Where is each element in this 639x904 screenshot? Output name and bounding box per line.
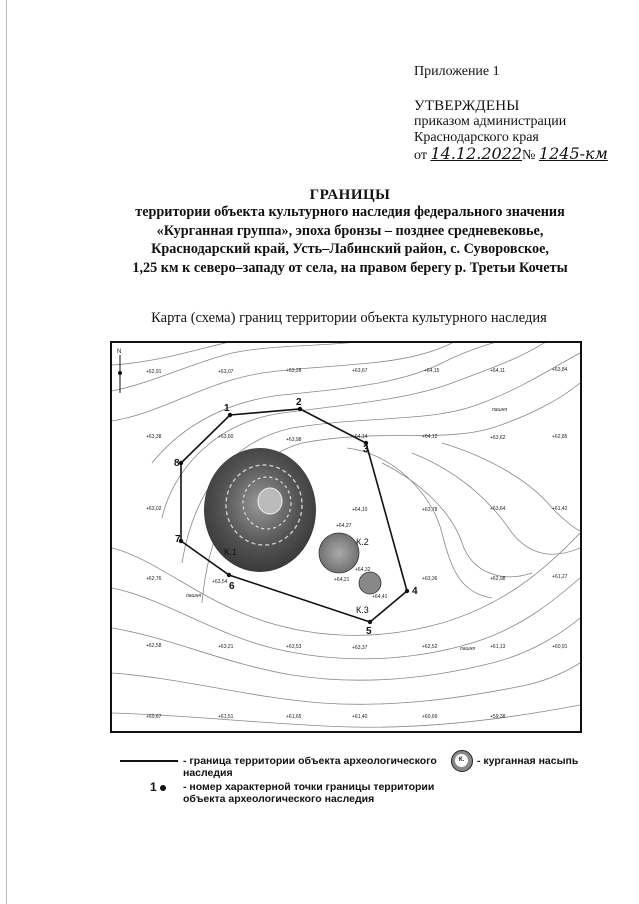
height-mark: +64,11 (490, 368, 506, 374)
height-mark: +64,14 (352, 434, 368, 440)
point-label-4: 4 (412, 586, 418, 597)
legend-point-dot (160, 785, 166, 791)
point-label-5: 5 (366, 626, 372, 637)
title-line-4: 1,25 км к северо–западу от села, на правом берегу р. Третьи Кочеты (132, 259, 568, 276)
height-mark: +61,27 (552, 574, 568, 580)
legend-mound-text: - курганная насыпь (477, 755, 579, 767)
approval-date: 14.12.2022 (430, 144, 523, 163)
height-mark: +63,53 (286, 644, 302, 650)
height-mark: +63,02 (146, 506, 162, 512)
legend-boundary-line-2: наследия (183, 767, 233, 779)
height-mark: +64,10 (352, 507, 368, 513)
height-mark: +64,15 (424, 368, 440, 374)
height-mark: +63,67 (352, 368, 368, 374)
height-mark: +62,58 (146, 643, 162, 649)
scan-edge-line (6, 0, 7, 904)
height-mark: +59,38 (490, 714, 506, 720)
boundary-map (110, 341, 582, 733)
height-mark: +62,98 (490, 576, 506, 582)
legend-point-line-1: - номер характерной точки границы территории (183, 781, 435, 793)
height-mark: +63,36 (422, 576, 438, 582)
legend-point-line-2: объекта археологического наследия (183, 793, 375, 805)
height-mark: +64,32 (355, 567, 371, 573)
height-mark: +63,62 (490, 435, 506, 441)
title-line-3: Краснодарский край, Усть–Лабинский район, с. Суворовское, (151, 241, 549, 258)
point-label-7: 7 (175, 534, 181, 545)
height-mark: +62,52 (422, 644, 438, 650)
height-mark: +63,28 (286, 368, 302, 374)
height-mark: +62,91 (146, 369, 162, 375)
height-mark: +61,42 (552, 506, 568, 512)
terrain-label: пашня (460, 646, 476, 652)
point-label-2: 2 (296, 397, 302, 408)
legend-boundary-text (183, 755, 437, 779)
height-mark: +63,07 (218, 369, 234, 375)
terrain-label: пашня (492, 407, 508, 413)
height-mark: +62,76 (146, 576, 162, 582)
height-mark: +61,65 (286, 714, 302, 720)
title-line-1: территории объекта культурного наследия федерального значения (135, 204, 565, 220)
height-mark: +63,38 (146, 434, 162, 440)
height-mark: +64,21 (334, 577, 350, 583)
height-mark: +61,13 (490, 644, 506, 650)
mound-k2 (319, 533, 359, 573)
from-label: от (414, 148, 427, 163)
legend-point-text (183, 781, 434, 805)
height-mark: +60,67 (146, 714, 162, 720)
point-label-1: 1 (224, 403, 230, 414)
approval-block (414, 64, 608, 164)
legend-point-digit: 1 (150, 780, 157, 794)
legend-mound-symbol-label: К. (455, 754, 468, 767)
terrain-label: пашня (186, 593, 202, 599)
point-label-3: 3 (363, 444, 369, 455)
approved-label: УТВЕРЖДЕНЫ (414, 98, 520, 114)
height-mark: +63,60 (218, 434, 234, 440)
height-mark: +63,21 (218, 644, 234, 650)
legend-boundary-line (120, 760, 178, 762)
approval-line-1: приказом администрации (414, 114, 567, 129)
height-mark: +60,69 (422, 714, 438, 720)
map-svg (112, 343, 580, 731)
height-mark: +64,12 (422, 434, 438, 440)
legend-mound-symbol (451, 750, 473, 772)
legend-boundary-line-1: - граница территории объекта археологического (183, 755, 437, 767)
map-subtitle: Карта (схема) границ территории объекта культурного наследия (151, 310, 547, 326)
document-title (60, 203, 639, 277)
height-mark: +63,54 (212, 579, 228, 585)
mound-label-k2: К.2 (356, 537, 369, 547)
height-mark: +63,37 (352, 645, 368, 651)
mound-k1 (204, 448, 316, 572)
north-arrow (117, 349, 122, 393)
document-heading: ГРАНИЦЫ (309, 187, 391, 203)
legend-point-number (150, 780, 166, 794)
height-mark: +62,85 (552, 434, 568, 440)
height-mark: +61,40 (352, 714, 368, 720)
height-mark: +64,27 (336, 523, 352, 529)
mound-label-k1: К.1 (224, 547, 237, 557)
title-line-2: «Курганная группа», эпоха бронзы – позднее средневековье, (156, 222, 544, 239)
north-label: N (117, 349, 122, 355)
approval-date-line (414, 146, 608, 164)
height-mark: +60,91 (552, 644, 568, 650)
approval-line-2: Краснодарского края (414, 130, 539, 145)
approval-number: 1245-км (538, 144, 608, 163)
point-label-8: 8 (174, 458, 180, 469)
point-label-6: 6 (229, 581, 235, 592)
number-label: № (522, 148, 536, 163)
height-mark: +63,64 (490, 506, 506, 512)
height-mark: +63,98 (286, 437, 302, 443)
height-mark: +63,84 (552, 367, 568, 373)
height-mark: +64,41 (372, 594, 388, 600)
height-mark: +63,78 (422, 507, 438, 513)
mound-k3 (359, 572, 381, 594)
height-mark: +61,51 (218, 714, 234, 720)
appendix-label: Приложение 1 (414, 64, 500, 79)
mound-label-k3: К.3 (356, 605, 369, 615)
